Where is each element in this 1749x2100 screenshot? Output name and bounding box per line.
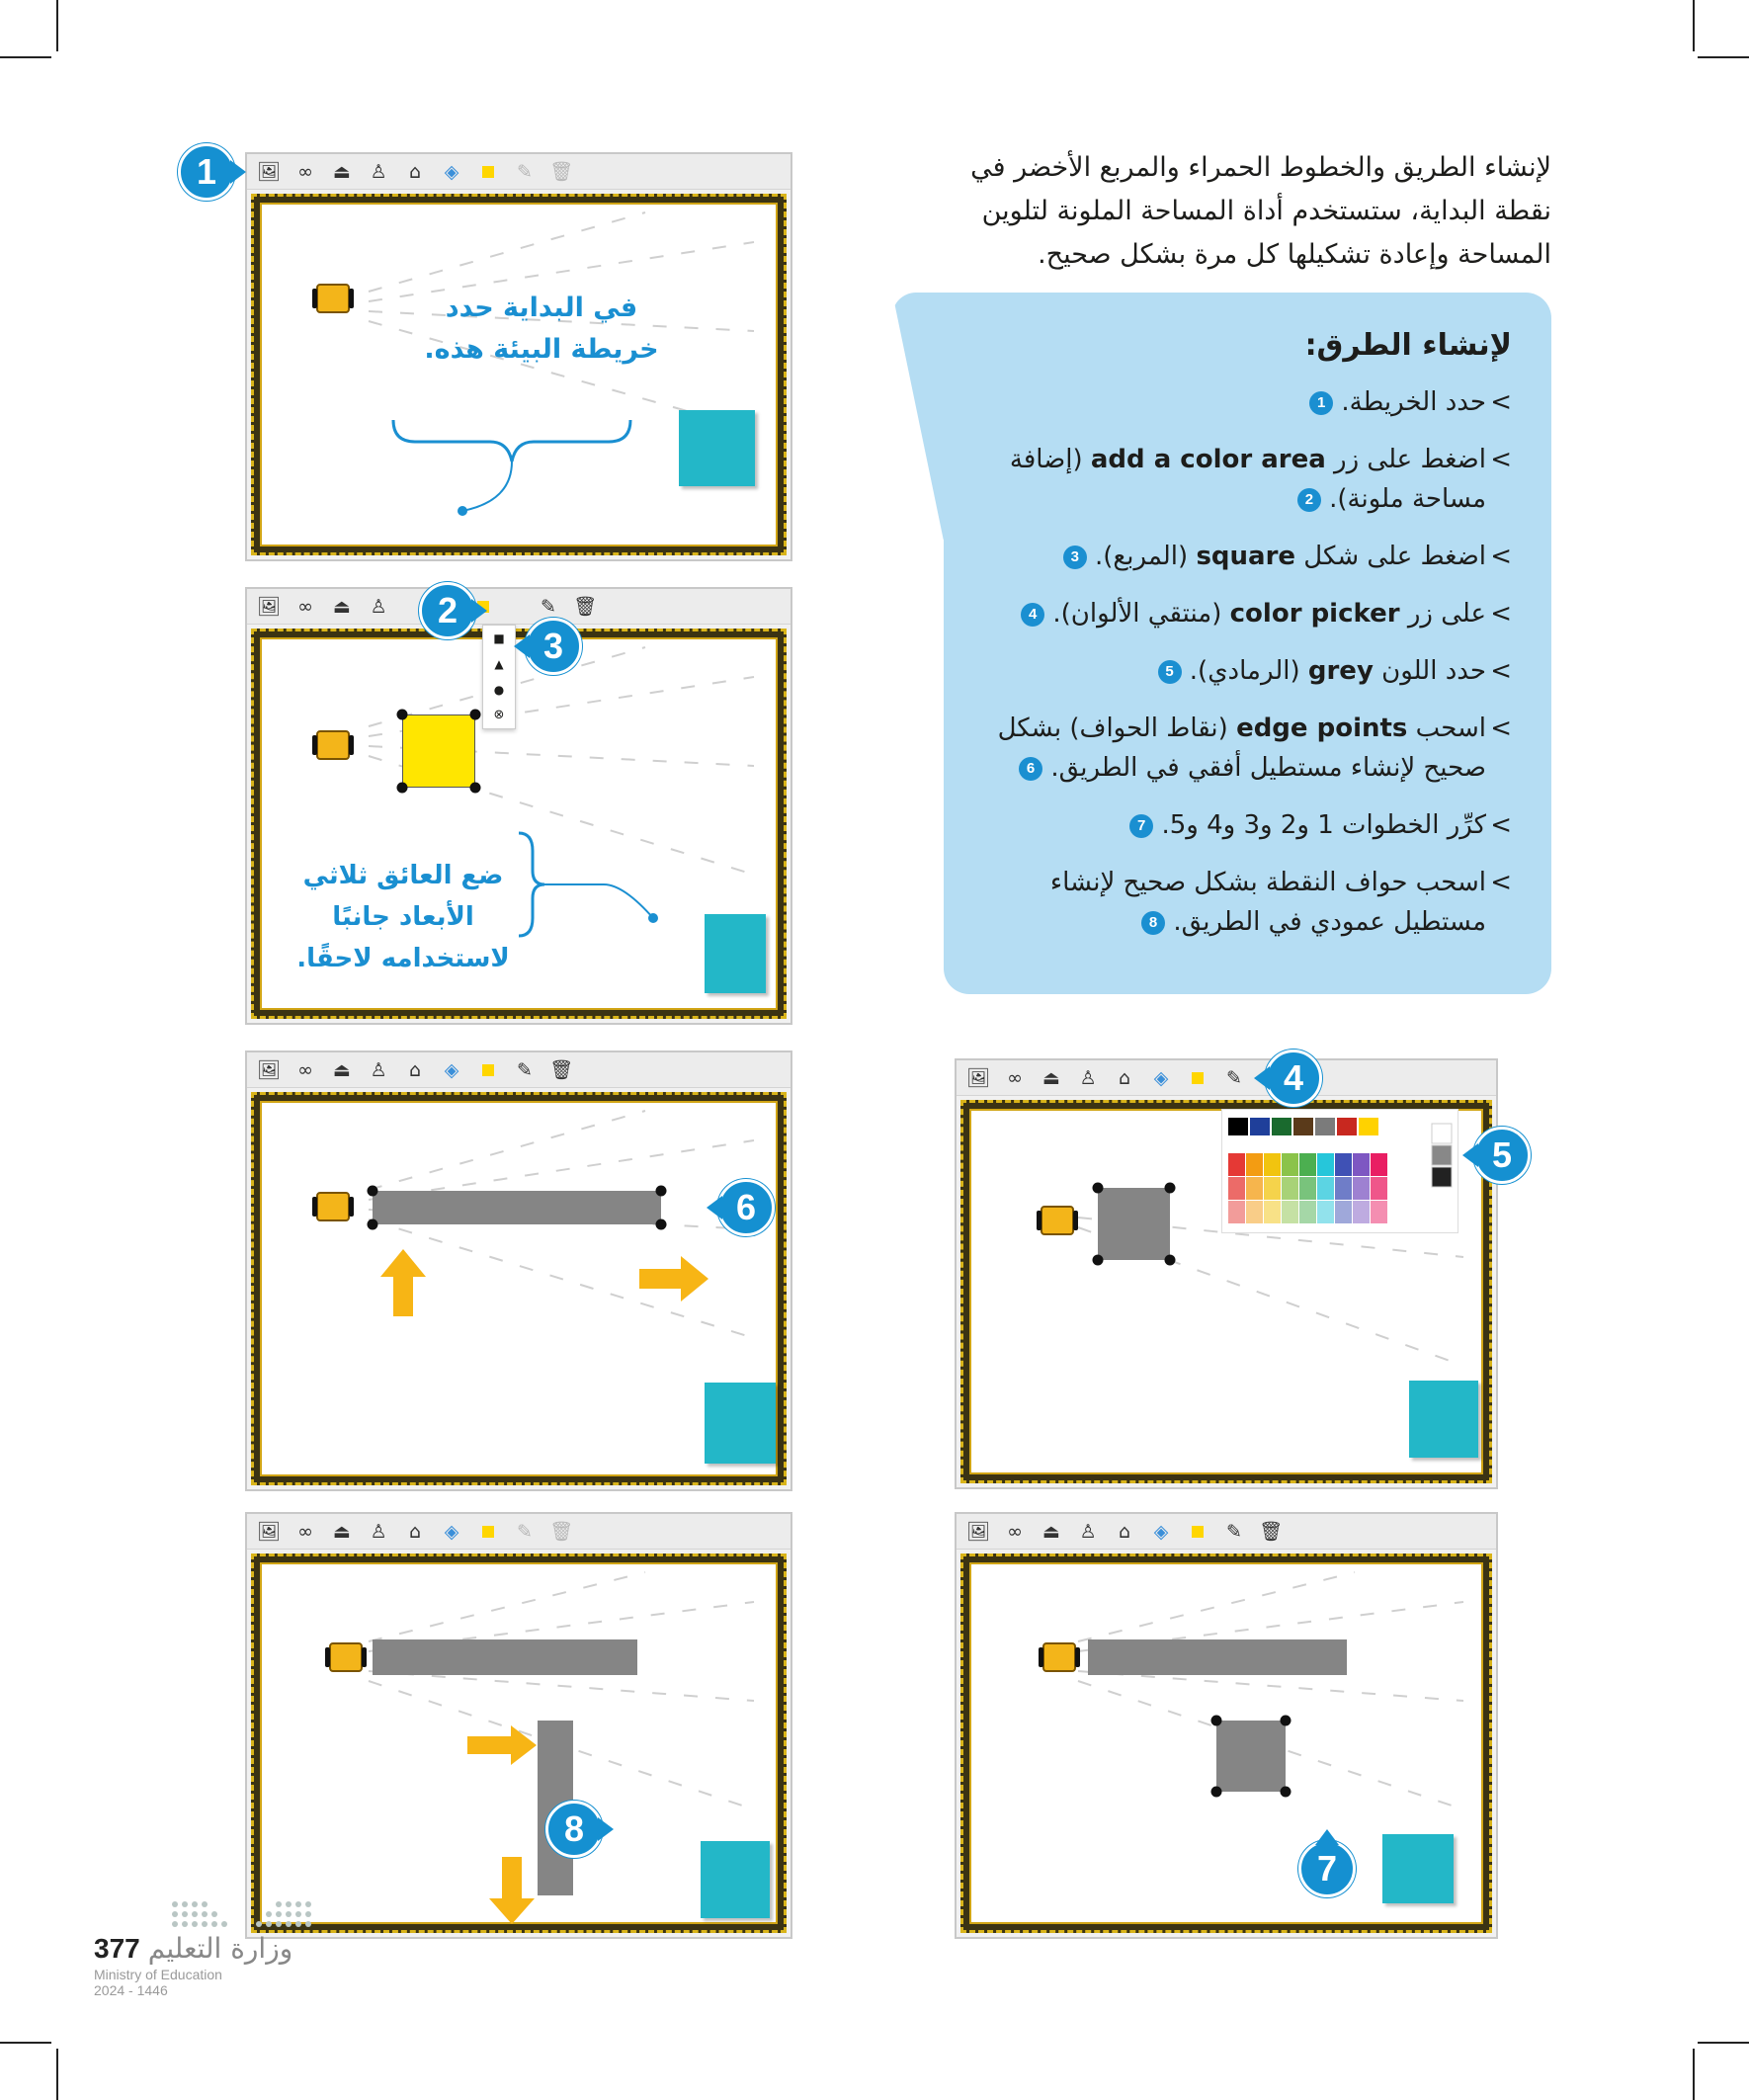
palette-swatch[interactable] <box>1359 1118 1378 1135</box>
crop-mark <box>1693 2049 1695 2100</box>
cube-3d-icon[interactable]: ◈ <box>444 1520 459 1543</box>
step-number-badge: 7 <box>1129 814 1153 838</box>
steps-list <box>973 382 1512 942</box>
steps-title: لإنشاء الطرق: <box>1304 328 1512 363</box>
image-icon[interactable]: 🖼 <box>256 161 282 183</box>
palette-swatch[interactable] <box>1317 1153 1334 1176</box>
spawn-person-icon[interactable]: ♙ <box>1079 1066 1097 1089</box>
grey-square-area[interactable] <box>1216 1721 1286 1792</box>
edge-handle[interactable] <box>656 1219 667 1230</box>
edge-handle[interactable] <box>1211 1787 1222 1798</box>
link-icon[interactable]: ∞ <box>297 1058 313 1081</box>
circle-shape-icon[interactable]: ● <box>493 683 505 697</box>
color-area-icon[interactable] <box>1184 1065 1211 1091</box>
palette-swatch[interactable] <box>1315 1118 1335 1135</box>
color-area-icon[interactable] <box>474 1519 502 1545</box>
step-item: > اضغط على شكل square (المربع). 3 <box>973 537 1512 576</box>
edge-handle[interactable] <box>1281 1716 1291 1726</box>
crop-mark <box>1698 56 1749 58</box>
image-icon[interactable]: 🖼 <box>965 1067 991 1089</box>
palette-swatch[interactable] <box>1228 1153 1245 1176</box>
color-picker-icon[interactable]: ✎ <box>517 1520 533 1543</box>
palette-swatch[interactable] <box>1353 1153 1370 1176</box>
link-icon[interactable]: ∞ <box>297 160 313 183</box>
screenshot-repeat-square <box>955 1512 1498 1939</box>
palette-swatch[interactable] <box>1299 1153 1316 1176</box>
edge-handle[interactable] <box>1165 1255 1176 1266</box>
palette-swatch[interactable] <box>1317 1177 1334 1200</box>
toolbar <box>247 589 791 625</box>
spawn-house-icon[interactable]: ⌂ <box>408 1520 422 1543</box>
palette-swatch[interactable] <box>1282 1153 1298 1176</box>
cube-3d-icon[interactable]: ◈ <box>444 160 459 183</box>
color-area-icon[interactable] <box>1184 1519 1211 1545</box>
edge-handle[interactable] <box>368 1186 378 1197</box>
spawn-robot-icon[interactable]: ⏏ <box>333 595 351 618</box>
edge-handle[interactable] <box>1093 1183 1104 1194</box>
cube-3d-icon[interactable]: ◈ <box>444 1058 459 1081</box>
obstacle-cube[interactable] <box>1382 1834 1454 1903</box>
palette-swatch[interactable] <box>1272 1118 1291 1135</box>
delete-icon[interactable]: 🗑 <box>572 596 598 618</box>
spawn-person-icon[interactable]: ♙ <box>370 595 387 618</box>
grey-horizontal-road[interactable] <box>1088 1639 1347 1675</box>
color-area-icon[interactable] <box>474 159 502 185</box>
spawn-house-icon[interactable]: ⌂ <box>408 1058 422 1081</box>
screenshot-color-picker <box>955 1058 1498 1489</box>
edge-handle[interactable] <box>1165 1183 1176 1194</box>
delete-icon[interactable]: 🗑 <box>1258 1521 1284 1543</box>
edge-handle[interactable] <box>1093 1255 1104 1266</box>
callout-brace <box>260 203 774 539</box>
step-badge: 4 <box>1265 1050 1322 1107</box>
step-item: > اسحب edge points (نقاط الحواف) بشكل صحيح لإنشاء مستطيل أفقي في الطريق. 6 <box>973 709 1512 788</box>
spawn-robot-icon[interactable]: ⏏ <box>333 1058 351 1081</box>
step-badge: 2 <box>419 582 476 639</box>
grey-swatch[interactable] <box>1432 1145 1452 1165</box>
map-arena[interactable] <box>251 1092 787 1485</box>
edge-handle[interactable] <box>1211 1716 1222 1726</box>
step-number-badge: 2 <box>1297 488 1321 512</box>
toolbar-gap <box>506 594 526 620</box>
screenshot-select-map <box>245 152 792 561</box>
map-arena[interactable] <box>251 194 787 555</box>
palette-swatch[interactable] <box>1335 1177 1352 1200</box>
robot-icon[interactable] <box>316 1192 350 1221</box>
obstacle-cube[interactable] <box>1409 1381 1478 1458</box>
crop-mark <box>56 0 58 51</box>
palette-swatch[interactable] <box>1371 1177 1387 1200</box>
palette-swatch[interactable] <box>1250 1118 1270 1135</box>
palette-swatch[interactable] <box>1228 1201 1245 1223</box>
step-item: > حدد اللون grey (الرمادي). 5 <box>973 651 1512 691</box>
step-number-badge: 4 <box>1021 603 1044 627</box>
square-shape-icon[interactable]: ■ <box>493 631 505 645</box>
intro-paragraph: لإنشاء الطريق والخطوط الحمراء والمربع الأخضر في نقطة البداية، ستستخدم أداة المساحة الملونة لتلوين المساحة وإعادة تشكيلها كل مرة بشكل صحيح. <box>970 152 1551 270</box>
image-icon[interactable]: 🖼 <box>965 1521 991 1543</box>
map-arena[interactable] <box>251 1554 787 1933</box>
step-item: > كرِّر الخطوات 1 و2 و3 و4 و5. 7 <box>973 805 1512 845</box>
link-icon[interactable]: ∞ <box>1007 1520 1023 1543</box>
page-footer <box>94 1932 292 1998</box>
robot-icon[interactable] <box>1042 1642 1076 1672</box>
palette-swatch[interactable] <box>1228 1177 1245 1200</box>
obstacle-cube[interactable] <box>705 1383 776 1464</box>
palette-swatch[interactable] <box>1264 1177 1281 1200</box>
screenshot-vertical-road <box>245 1512 792 1939</box>
shape-dropdown <box>482 625 516 729</box>
edge-handle[interactable] <box>368 1219 378 1230</box>
step-number-badge: 8 <box>1141 911 1165 935</box>
spawn-robot-icon[interactable]: ⏏ <box>333 1520 351 1543</box>
step-badge: 6 <box>717 1179 775 1236</box>
spawn-robot-icon[interactable]: ⏏ <box>1042 1520 1060 1543</box>
spawn-house-icon[interactable]: ⌂ <box>1118 1520 1131 1543</box>
grey-horizontal-road[interactable] <box>373 1639 637 1675</box>
palette-swatch[interactable] <box>1317 1201 1334 1223</box>
map-arena[interactable] <box>960 1100 1492 1483</box>
step-number-badge: 6 <box>1019 757 1042 781</box>
palette-swatch[interactable] <box>1335 1153 1352 1176</box>
toolbar <box>957 1060 1496 1096</box>
page-number: 377 <box>94 1933 140 1964</box>
grey-horizontal-road[interactable] <box>373 1191 661 1224</box>
spawn-person-icon[interactable]: ♙ <box>370 160 387 183</box>
step-badge: 8 <box>545 1801 603 1858</box>
spawn-robot-icon[interactable]: ⏏ <box>333 160 351 183</box>
grey-square-area[interactable] <box>1098 1188 1170 1260</box>
color-picker-icon[interactable]: ✎ <box>517 1058 533 1081</box>
crop-mark <box>1693 0 1695 51</box>
palette-swatch[interactable] <box>1299 1201 1316 1223</box>
robot-icon[interactable] <box>329 1642 363 1672</box>
triangle-shape-icon[interactable]: ▲ <box>494 657 504 671</box>
callout-obstacle: ضع العائق ثلاثي الأبعاد جانبًا لاستخدامه لاحقًا. <box>296 861 510 973</box>
palette-swatch[interactable] <box>1353 1177 1370 1200</box>
toolbar <box>247 154 791 190</box>
image-icon[interactable]: 🖼 <box>256 596 282 618</box>
palette-swatch[interactable] <box>1246 1201 1263 1223</box>
delete-icon[interactable]: 🗑 <box>548 161 574 183</box>
edge-handle[interactable] <box>1281 1787 1291 1798</box>
step-item: > اسحب حواف النقطة بشكل صحيح لإنشاء مستطيل عمودي في الطريق. 8 <box>973 863 1512 942</box>
cube-3d-icon[interactable]: ◈ <box>1153 1520 1169 1543</box>
link-icon[interactable]: ∞ <box>297 595 313 618</box>
toolbar <box>957 1514 1496 1550</box>
palette-swatch[interactable] <box>1246 1177 1263 1200</box>
spawn-person-icon[interactable]: ♙ <box>1079 1520 1097 1543</box>
toolbar <box>247 1514 791 1550</box>
step-item: > حدد الخريطة. 1 <box>973 382 1512 422</box>
arrow-right-icon <box>467 1725 537 1765</box>
map-arena[interactable] <box>960 1554 1492 1933</box>
color-picker-icon[interactable]: ✎ <box>1226 1066 1242 1089</box>
spawn-person-icon[interactable]: ♙ <box>370 1520 387 1543</box>
steps-panel <box>944 293 1551 994</box>
map-arena[interactable] <box>251 629 787 1019</box>
step-badge: 5 <box>1473 1127 1531 1184</box>
ministry-name-en: Ministry of Education <box>94 1967 222 1982</box>
edition-year: 2024 - 1446 <box>94 1982 168 1998</box>
spawn-house-icon[interactable]: ⌂ <box>408 160 422 183</box>
palette-swatch[interactable] <box>1371 1201 1387 1223</box>
grey-swatch[interactable] <box>1432 1167 1452 1187</box>
palette-swatch[interactable] <box>1282 1177 1298 1200</box>
cube-3d-icon[interactable]: ◈ <box>1153 1066 1169 1089</box>
palette-swatch[interactable] <box>1228 1118 1248 1135</box>
palette-swatch[interactable] <box>1264 1153 1281 1176</box>
step-number-badge: 1 <box>1309 391 1333 415</box>
palette-swatch[interactable] <box>1371 1153 1387 1176</box>
link-icon[interactable]: ∞ <box>297 1520 313 1543</box>
image-icon[interactable]: 🖼 <box>256 1521 282 1543</box>
toolbar <box>247 1052 791 1088</box>
spawn-robot-icon[interactable]: ⏏ <box>1042 1066 1060 1089</box>
palette-swatch[interactable] <box>1353 1201 1370 1223</box>
callout-brace <box>260 637 774 1013</box>
step-number-badge: 3 <box>1063 546 1087 569</box>
step-item: > على زر color picker (منتقي الألوان). 4 <box>973 594 1512 633</box>
spawn-person-icon[interactable]: ♙ <box>370 1058 387 1081</box>
delete-icon[interactable]: 🗑 <box>548 1059 574 1081</box>
palette-swatch[interactable] <box>1299 1177 1316 1200</box>
arrow-up-icon <box>378 1249 428 1318</box>
ministry-name-ar: وزارة التعليم <box>147 1932 293 1965</box>
step-badge: 7 <box>1298 1840 1356 1897</box>
screenshot-horizontal-road <box>245 1050 792 1491</box>
link-icon[interactable]: ∞ <box>1007 1066 1023 1089</box>
step-badge: 1 <box>178 143 235 201</box>
crop-mark <box>1698 2042 1749 2044</box>
color-picker-icon[interactable]: ✎ <box>517 160 533 183</box>
edge-handle[interactable] <box>656 1186 667 1197</box>
delete-icon[interactable]: 🗑 <box>548 1521 574 1543</box>
palette-swatches[interactable] <box>1222 1110 1459 1234</box>
obstacle-cube[interactable] <box>701 1841 770 1918</box>
palette-swatch[interactable] <box>1293 1118 1313 1135</box>
arrow-right-icon <box>639 1256 708 1302</box>
palette-swatch[interactable] <box>1335 1201 1352 1223</box>
step-item: > اضغط على زر add a color area (إضافة مساحة ملونة). 2 <box>973 440 1512 519</box>
color-area-icon[interactable] <box>474 1057 502 1083</box>
close-icon[interactable]: ⊗ <box>493 708 505 722</box>
step-badge: 3 <box>525 618 582 675</box>
grey-swatch[interactable] <box>1432 1124 1452 1143</box>
palette-swatch[interactable] <box>1246 1153 1263 1176</box>
step-number-badge: 5 <box>1158 660 1182 684</box>
robot-icon[interactable] <box>1041 1206 1074 1235</box>
spawn-house-icon[interactable]: ⌂ <box>1118 1066 1131 1089</box>
crop-mark <box>0 2042 51 2044</box>
image-icon[interactable]: 🖼 <box>256 1059 282 1081</box>
crop-mark <box>0 56 51 58</box>
color-picker-icon[interactable]: ✎ <box>541 595 556 618</box>
crop-mark <box>56 2049 58 2100</box>
palette-swatch[interactable] <box>1282 1201 1298 1223</box>
color-palette <box>1221 1109 1458 1233</box>
palette-swatch[interactable] <box>1337 1118 1357 1135</box>
callout-select-map: في البداية حدد خريطة البيئة هذه. <box>424 293 659 365</box>
color-picker-icon[interactable]: ✎ <box>1226 1520 1242 1543</box>
palette-swatch[interactable] <box>1264 1201 1281 1223</box>
arrow-down-icon <box>489 1857 535 1924</box>
